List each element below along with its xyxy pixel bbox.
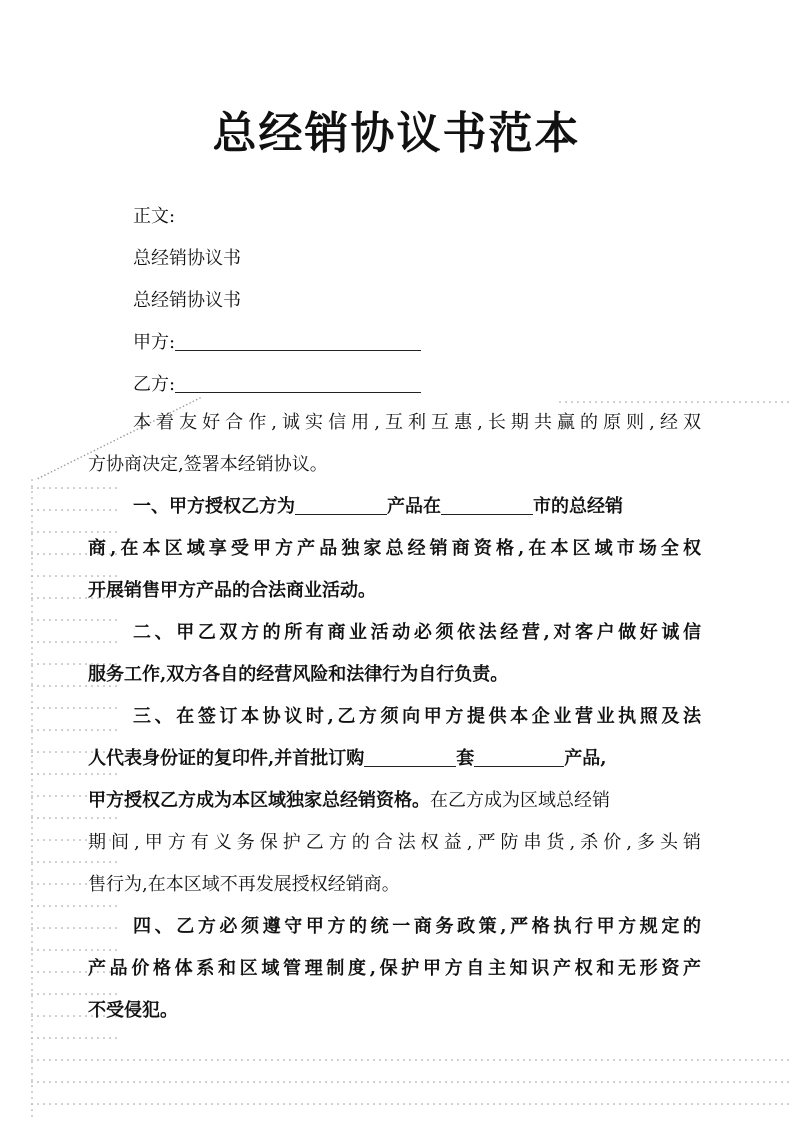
- clause-1-blank-product: [295, 496, 387, 515]
- clause-3-text-b: 套: [456, 748, 475, 769]
- clause-1-line-2: 商,在本区域享受甲方产品独家总经销商资格,在本区域市场全权: [88, 538, 701, 559]
- party-b-blank: [175, 374, 421, 393]
- clause-3-text-c: 产品,: [564, 748, 607, 769]
- document-title: 总经销协议书范本: [212, 108, 581, 159]
- clause-2-line-1: 二、甲乙双方的所有商业活动必须依法经营,对客户做好诚信: [133, 622, 701, 643]
- text-line-zhengwen: 正文:: [133, 206, 176, 227]
- text-line-heading-2: 总经销协议书: [133, 290, 241, 311]
- clause-1-line-3: 开展销售甲方产品的合法商业活动。: [88, 580, 376, 601]
- clause-3-blank-quantity: [364, 748, 456, 767]
- clause-3-line-1: 三、在签订本协议时,乙方须向甲方提供本企业营业执照及法: [133, 706, 701, 727]
- clause-3-line-2: [88, 746, 607, 772]
- party-b-label: 乙方:: [133, 374, 176, 395]
- party-a-blank: [175, 332, 421, 351]
- clause-3-text-bold: 甲方授权乙方成为本区域独家总经销资格。: [88, 790, 430, 811]
- clause-3-line-4: 期间,甲方有义务保护乙方的合法权益,严防串货,杀价,多头销: [88, 832, 701, 853]
- clause-1-line-1: [133, 494, 623, 520]
- intro-line-1: 本着友好合作,诚实信用,互利互惠,长期共赢的原则,经双: [133, 412, 701, 433]
- text-line-heading-1: 总经销协议书: [133, 248, 241, 269]
- clause-3-line-3: [88, 788, 610, 814]
- clause-3-text-a: 人代表身份证的复印件,并首批订购: [88, 748, 365, 769]
- party-a-label: 甲方:: [133, 332, 176, 353]
- clause-1-blank-city: [441, 496, 533, 515]
- clause-4-line-1: 四、乙方必须遵守甲方的统一商务政策,严格执行甲方规定的: [133, 916, 701, 937]
- clause-4-line-2: 产品价格体系和区域管理制度,保护甲方自主知识产权和无形资产: [88, 958, 701, 979]
- clause-1-text-c: 市的总经销: [533, 496, 623, 517]
- clause-3-text-regular: 在乙方成为区域总经销: [430, 790, 610, 811]
- clause-1-text-b: 产品在: [387, 496, 441, 517]
- clause-2-line-2: 服务工作,双方各自的经营风险和法律行为自行负责。: [88, 664, 509, 685]
- clause-3-blank-product: [474, 748, 564, 767]
- party-a-line: [133, 330, 421, 356]
- party-b-line: [133, 372, 421, 398]
- clause-1-text-a: 一、甲方授权乙方为: [133, 496, 295, 517]
- intro-line-2: 方协商决定,签署本经销协议。: [88, 454, 328, 475]
- clause-3-line-5: 售行为,在本区域不再发展授权经销商。: [88, 874, 400, 895]
- clause-4-line-3: 不受侵犯。: [88, 1000, 178, 1021]
